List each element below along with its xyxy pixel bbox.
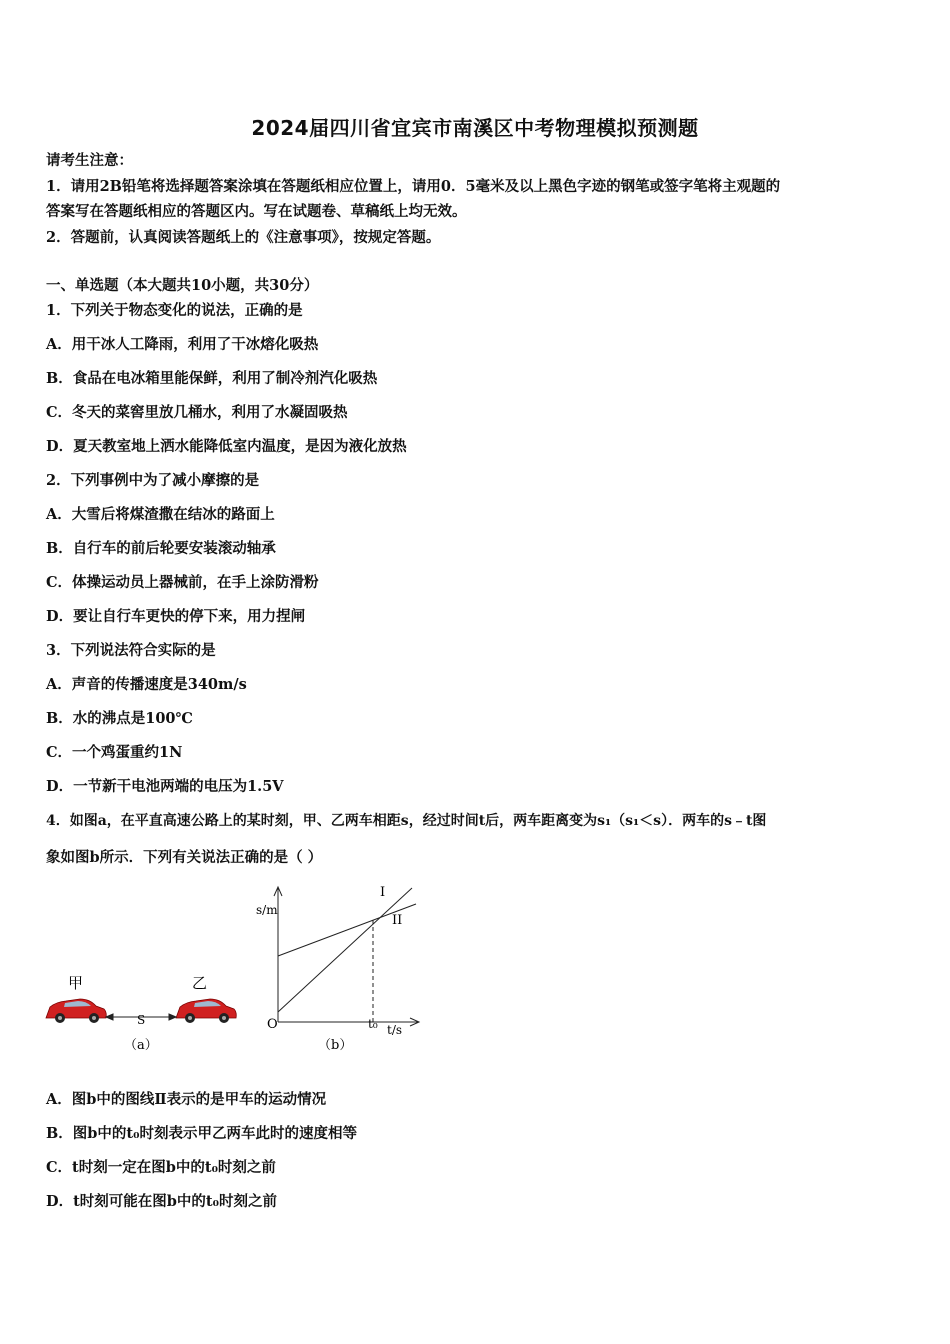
origin-label: O (267, 1017, 278, 1032)
figure-svg (40, 876, 430, 1066)
figure-b-caption: （b） (318, 1038, 353, 1053)
question-1-stem: 1．下列关于物态变化的说法，正确的是 (46, 302, 303, 319)
car-yi-label: 乙 (192, 974, 208, 992)
x-axis-label: t/s (387, 1023, 403, 1037)
question-4-figure (40, 876, 430, 1066)
question-4-option-d[interactable]: D．t时刻可能在图b中的t₀时刻之前 (46, 1193, 277, 1210)
car-yi-icon (176, 999, 236, 1023)
line-1 (278, 888, 412, 1012)
section-heading: 一、单选题（本大题共10小题，共30分） (46, 277, 319, 294)
question-3-stem: 3．下列说法符合实际的是 (46, 642, 216, 659)
notice-line-2: 答案写在答题纸相应的答题区内。写在试题卷、草稿纸上均无效。 (46, 203, 467, 220)
line-1-label: I (380, 885, 386, 900)
distance-label: S (137, 1013, 146, 1027)
question-4-stem-line-2: 象如图b所示．下列有关说法正确的是（ ） (46, 849, 323, 866)
question-1-option-d[interactable]: D．夏天教室地上洒水能降低室内温度，是因为液化放热 (46, 438, 407, 455)
question-1-option-b[interactable]: B．食品在电冰箱里能保鲜，利用了制冷剂汽化吸热 (46, 370, 378, 387)
question-3-option-c[interactable]: C．一个鸡蛋重约1N (46, 744, 183, 761)
question-1-option-a[interactable]: A．用干冰人工降雨，利用了干冰熔化吸热 (46, 336, 319, 353)
y-axis-label: s/m (256, 903, 278, 917)
question-2-option-c[interactable]: C．体操运动员上器械前，在手上涂防滑粉 (46, 574, 319, 591)
question-4-option-b[interactable]: B．图b中的t₀时刻表示甲乙两车此时的速度相等 (46, 1125, 357, 1142)
question-1-option-c[interactable]: C．冬天的菜窖里放几桶水，利用了水凝固吸热 (46, 404, 348, 421)
question-4-option-a[interactable]: A．图b中的图线Ⅱ表示的是甲车的运动情况 (46, 1091, 327, 1108)
car-jia-label: 甲 (68, 974, 84, 992)
question-2-option-d[interactable]: D．要让自行车更快的停下来，用力捏闸 (46, 608, 306, 625)
question-3-option-d[interactable]: D．一节新干电池两端的电压为1.5V (46, 778, 284, 795)
page-title: 2024届四川省宜宾市南溪区中考物理模拟预测题 (251, 116, 699, 140)
line-2-label: II (392, 913, 403, 928)
st-graph (274, 887, 419, 1026)
question-2-option-b[interactable]: B．自行车的前后轮要安装滚动轴承 (46, 540, 276, 557)
question-2-option-a[interactable]: A．大雪后将煤渣撒在结冰的路面上 (46, 506, 275, 523)
t0-label: t₀ (368, 1017, 378, 1031)
question-4-stem-line-1: 4．如图a，在平直高速公路上的某时刻，甲、乙两车相距s，经过时间t后，两车距离变为s₁（s₁＜s）．两车的s﹣t图 (46, 813, 767, 829)
question-3-option-b[interactable]: B．水的沸点是100℃ (46, 710, 193, 727)
notice-line-1: 1．请用2B铅笔将选择题答案涂填在答题纸相应位置上，请用0．5毫米及以上黑色字迹的钢笔或签字笔将主观题的 (46, 178, 781, 195)
notice-heading: 请考生注意： (46, 152, 133, 169)
figure-a-caption: （a） (124, 1038, 158, 1053)
question-2-stem: 2．下列事例中为了减小摩擦的是 (46, 472, 260, 489)
car-jia-icon (46, 999, 106, 1023)
question-3-option-a[interactable]: A．声音的传播速度是340m/s (46, 676, 247, 693)
notice-line-3: 2．答题前，认真阅读答题纸上的《注意事项》，按规定答题。 (46, 229, 441, 246)
question-4-option-c[interactable]: C．t时刻一定在图b中的t₀时刻之前 (46, 1159, 276, 1176)
